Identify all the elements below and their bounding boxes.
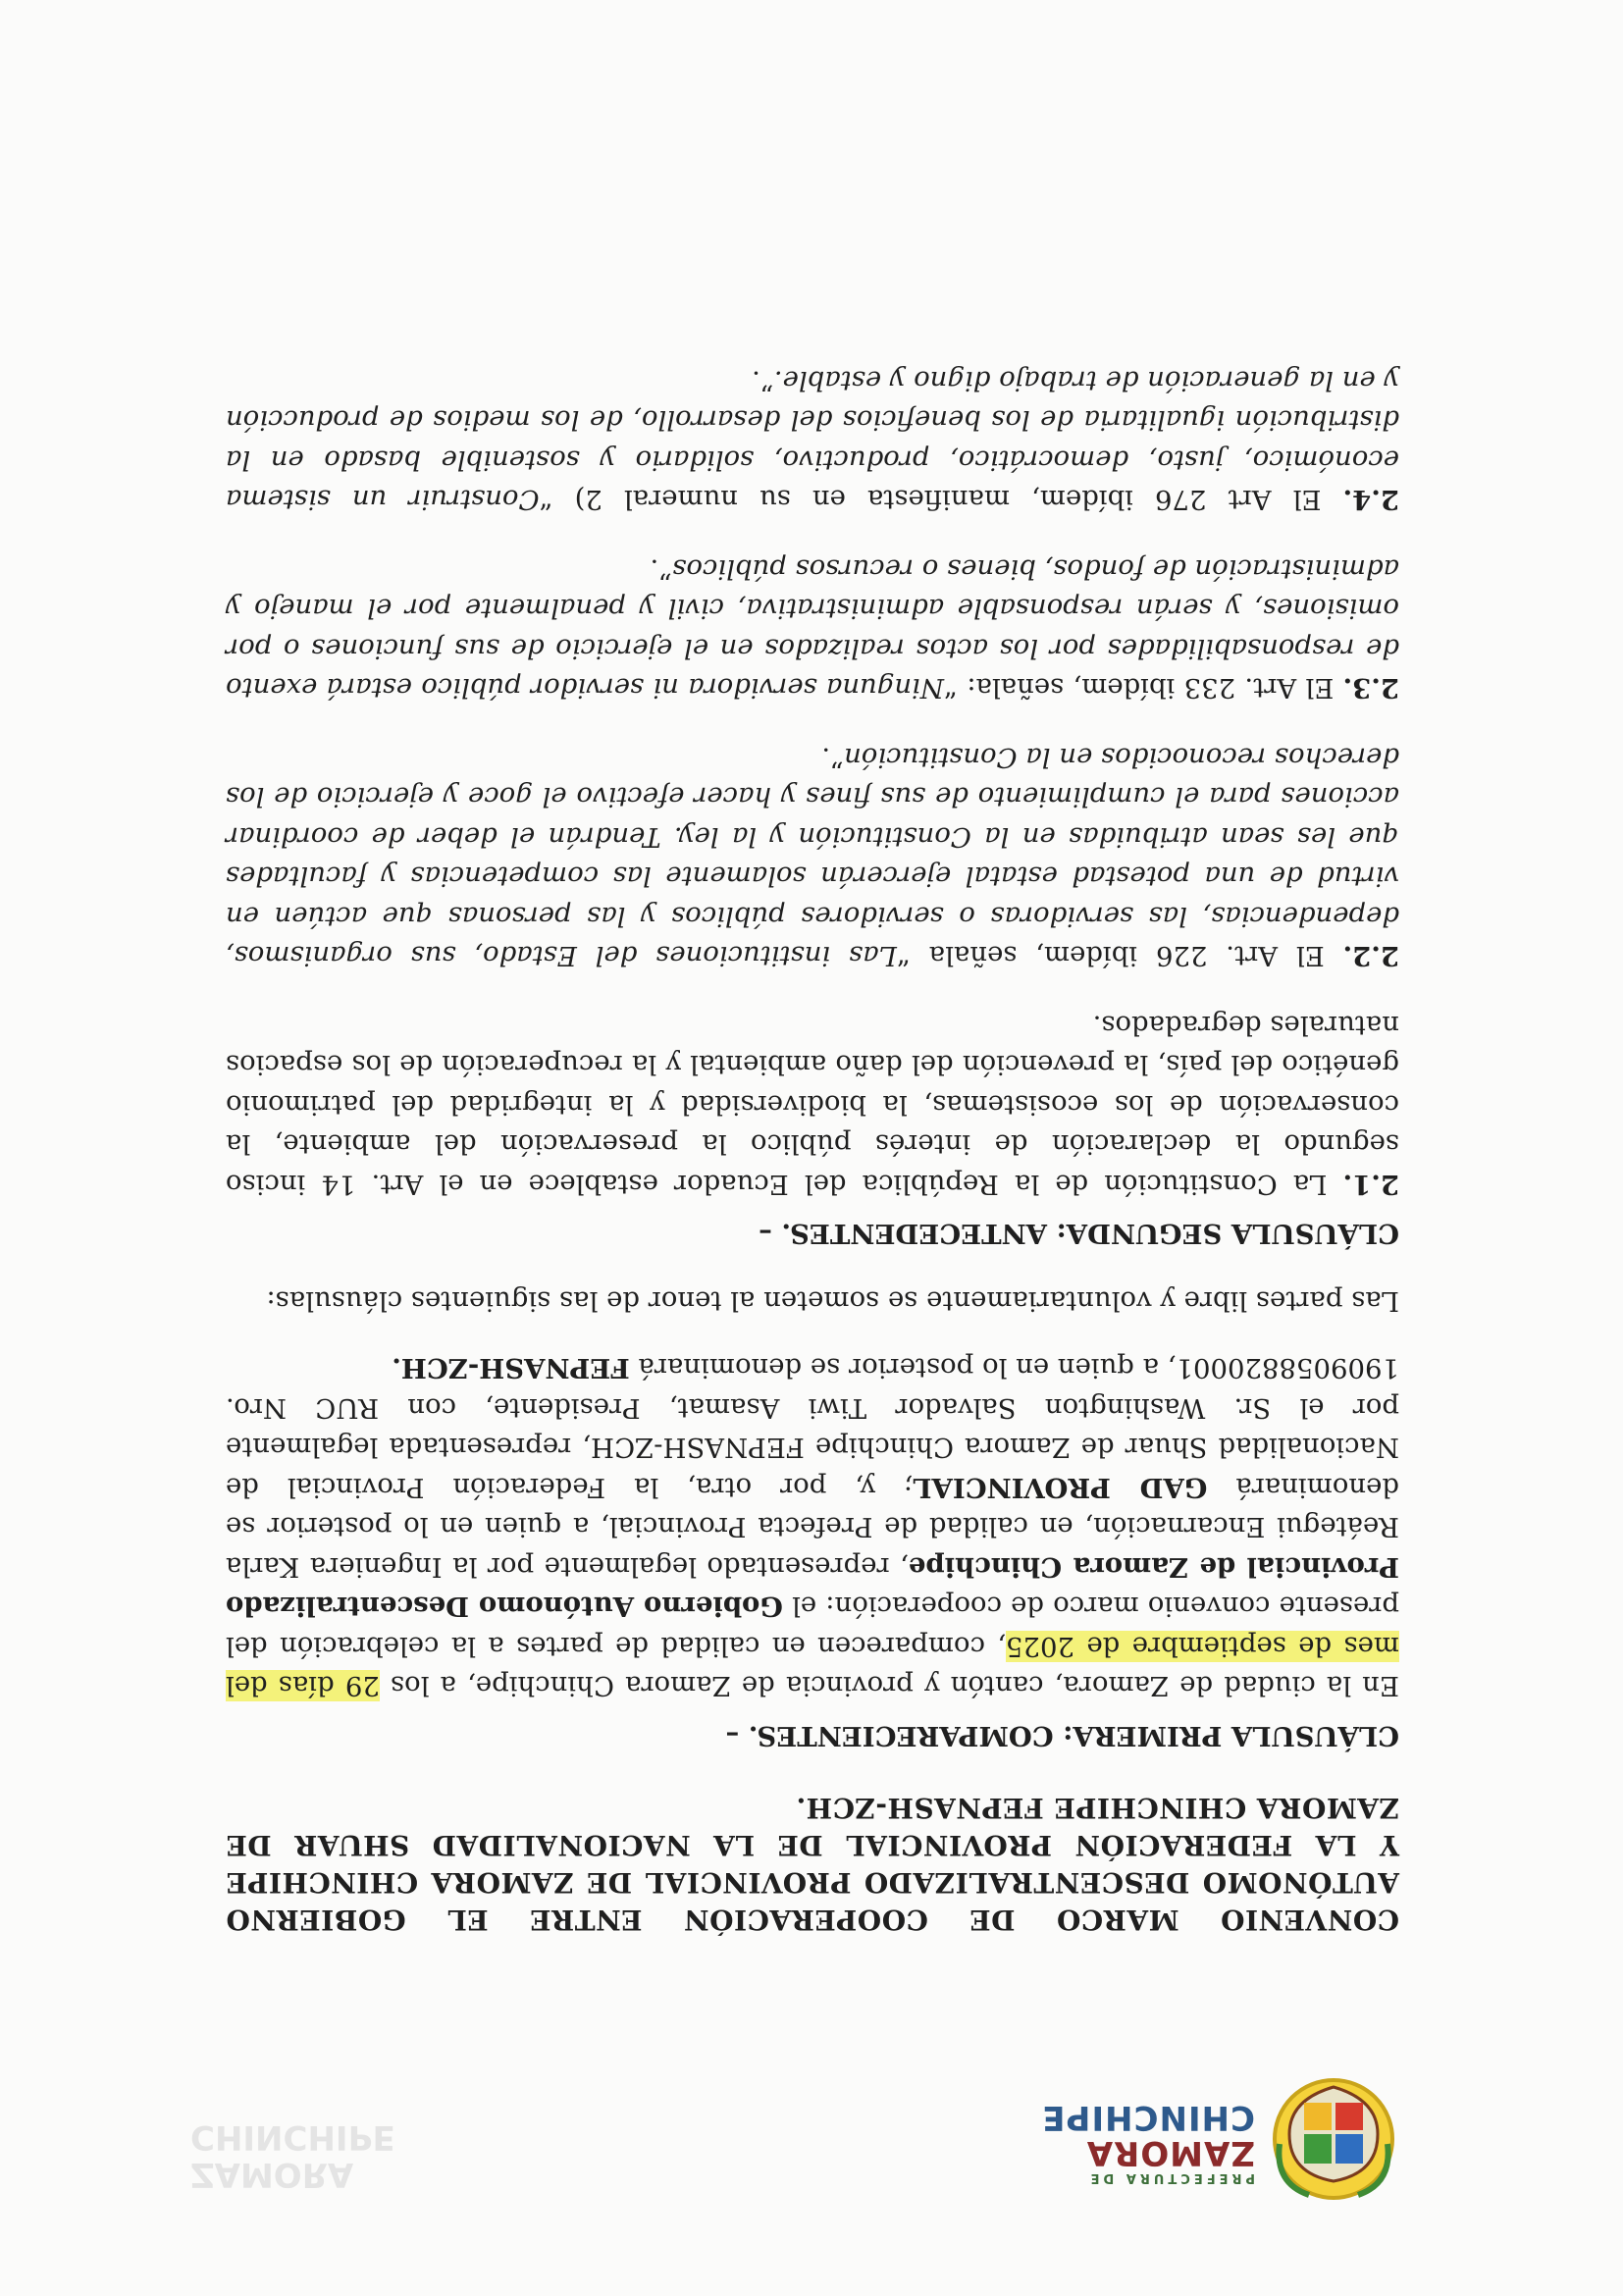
article-2-4	[226, 361, 1399, 520]
article-2-1	[226, 1006, 1399, 1205]
article-quote-end: ”.	[752, 365, 774, 396]
article-number: 2.4.	[1342, 484, 1399, 516]
clause-1-text-d: ; y, por otra, la Federación Provincial de Nacionalidad Shuar de Zamora Chinchipe FEPNASH-ZCH, representada legalmente por el Sr. Washington Salvador Tiwi Asamat, Presidente, con RUC Nro. 1909058820001, a quien en lo posterior se denominará	[226, 1352, 1399, 1503]
article-2-2	[226, 738, 1399, 976]
article-number: 2.3.	[1342, 672, 1399, 704]
article-number: 2.1.	[1342, 1169, 1399, 1200]
gad-full-name: Gobierno Autónomo Descentralizado Provincial de Zamora Chinchipe	[225, 1551, 1399, 1623]
prefectura-wordmark	[1041, 2100, 1255, 2185]
article-quote: Ninguna servidora ni servidor público estará exento de responsabilidades por los actos realizados en el ejercicio de sus funciones o por omisiones, y serán responsable administrativa, civil y penalmente por el manejo y administración de fondos, bienes o recursos públicos	[226, 553, 1399, 704]
ghost-logo-line2: CHINCHIPE	[190, 2117, 395, 2157]
article-quote: Construir un sistema económico, justo, democrático, productivo, solidario y sostenible basado en la distribución igualitaria de los beneficios del desarrollo, de los medios de producción y en la generación de trabajo digno y estable.	[226, 365, 1399, 516]
clause-1-text-b: , comparecen en calidad de partes a la celebración del presente convenio marco de cooperación: el	[226, 1591, 1399, 1662]
article-quote-end: ”.	[650, 553, 673, 585]
article-quote-end: ”.	[821, 742, 845, 773]
article-2-3	[226, 549, 1399, 708]
article-number: 2.2.	[1342, 940, 1399, 972]
highlighted-date: 29 días del mes de septiembre de 2025	[226, 1631, 1399, 1702]
brand-chinchipe: CHINCHIPE	[1041, 2098, 1255, 2137]
fepnash-short-name: FEPNASH-ZCH.	[392, 1352, 630, 1384]
clause-1-paragraph	[226, 1348, 1399, 1706]
clause-1-text-a: En la ciudad de Zamora, cantón y provincia de Zamora Chinchipe, a los	[379, 1670, 1399, 1702]
clause-1-text-c: , representado legalmente por la Ingeniera Karla Reátegui Encarnación, en calidad de Prefecta Provincial, a quien en lo posterior se denominará	[226, 1472, 1399, 1583]
prefectura-crest-icon	[1270, 2075, 1397, 2203]
article-quote: Las instituciones del Estado, sus organismos, dependencias, las servidoras o servidores públicos y las personas que actúen en virtud de una potestad estatal ejercerán solamente las competencias y facultades que les sean atribuidas en la Constitución y la ley. Tendrán el deber de coordinar acciones para el cumplimiento de sus fines y hacer efectivo el goce y ejercicio de los derechos reconocidos en la Constitución	[226, 742, 1399, 972]
article-text: La Constitución de la República del Ecuador establece en el Art. 14 inciso segundo la declaración de interés público la preservación del ambiente, la conservación de los ecosistemas, la biodiversidad y la integridad del patrimonio genético del país, la prevención del daño ambiental y la recuperación de los espacios naturales degradados.	[226, 1010, 1399, 1200]
ghost-logo-line1: ZAMORA	[190, 2155, 354, 2194]
brand-small-label: PREFECTURA DE	[1086, 2170, 1255, 2185]
article-text: El Art. 226 ibídem, señala “	[896, 940, 1343, 972]
clause-1-submission: Las partes libre y voluntariamente se someten al tenor de las siguientes cláusulas:	[266, 1285, 1399, 1317]
brand-zamora: ZAMORA	[1085, 2133, 1255, 2172]
document-title: CONVENIO MARCO DE COOPERACIÓN ENTRE EL GOBIERNO AUTÓNOMO DESCENTRALIZADO PROVINCIAL DE ZAMORA CHINCHIPE Y LA FEDERACIÓN PROVINCIAL DE LA NACIONALIDAD SHUAR DE ZAMORA CHINCHIPE FEPNASH-ZCH.	[226, 1792, 1399, 1936]
clause-1-heading: CLÁUSULA PRIMERA: COMPARECIENTES. –	[725, 1720, 1399, 1751]
ghost-logo	[190, 2065, 514, 2193]
document-body	[226, 332, 1399, 1939]
article-text: El Art. 233 ibídem, señala: “	[943, 672, 1343, 704]
page-header	[190, 2065, 1397, 2203]
article-text: El Art 276 ibídem, manifiesta en su numeral 2) “	[539, 484, 1343, 516]
gad-short-name: GAD PROVINCIAL	[913, 1472, 1208, 1503]
clause-2-heading: CLÁUSULA SEGUNDA: ANTECEDENTES. –	[759, 1218, 1399, 1250]
